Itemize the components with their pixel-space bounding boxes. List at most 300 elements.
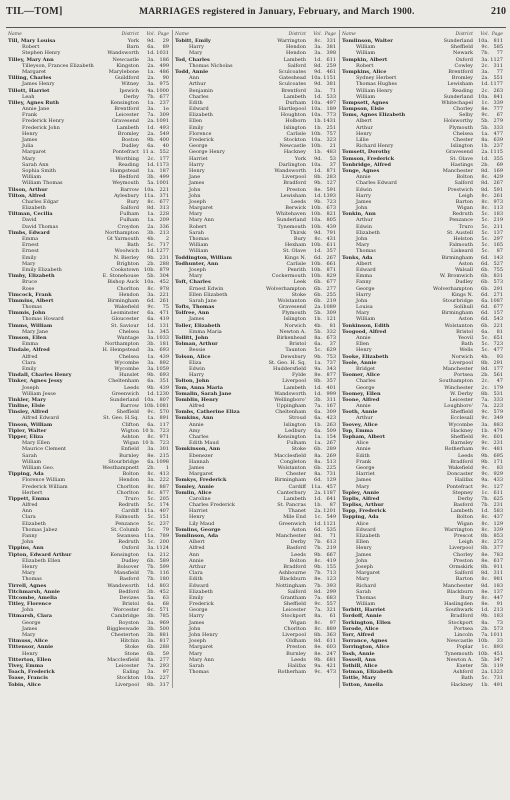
column-head-name: Name <box>8 31 22 37</box>
entry-page: 47 <box>496 378 503 385</box>
entry-volume: 8c. <box>481 539 489 546</box>
entry-district: Newton A. <box>279 328 306 335</box>
entry-name: Topham, Albert <box>342 434 386 440</box>
entry-volume: 8c. <box>147 198 155 205</box>
entry-district: Macclesfield <box>274 452 306 459</box>
entry-name: Topliss, Arthur <box>342 502 384 509</box>
entry-volume: 8c. <box>314 38 322 44</box>
entry-name: Titley, Florence <box>8 601 52 608</box>
entry-district: Barrow <box>120 186 139 193</box>
entry-page: 641 <box>326 495 336 502</box>
entry-page: 219 <box>326 297 336 304</box>
entry-name: Stephen Henry <box>22 50 61 57</box>
entry-district: Brighton <box>116 260 139 267</box>
entry-district: Hackney <box>450 681 473 688</box>
entry-page: 225 <box>326 464 336 471</box>
entry-district: Penrith <box>287 266 306 273</box>
entry-volume: 7b. <box>314 570 322 577</box>
entry-page: 213 <box>159 229 169 236</box>
entry-volume: 10b. <box>310 273 322 280</box>
entry-district: Leeds <box>290 656 306 663</box>
entry-volume: 3a. <box>314 87 322 94</box>
entry-name: Tonbridge, Alfred <box>342 161 392 168</box>
entry-name: Tippett, Emma <box>8 495 50 502</box>
entry-page: 477 <box>493 130 503 137</box>
entry-volume: 7b. <box>147 93 155 100</box>
entry-list <box>6 38 171 688</box>
entry-district: Chorlton <box>116 483 139 490</box>
entry-district: Greenwich <box>111 390 139 397</box>
entry-volume: 1d. <box>314 520 322 527</box>
entry-page: 61 <box>329 613 336 620</box>
entry-volume: 10a. <box>478 93 489 100</box>
entry-page: 151 <box>159 514 169 521</box>
entry-page: 209 <box>159 217 169 224</box>
entry-volume: 9a. <box>314 662 322 669</box>
entry-page: 473 <box>326 669 336 676</box>
entry-district: Stone <box>124 650 139 657</box>
entry-name: Florence William <box>22 477 66 484</box>
entry-district: Selby <box>458 112 473 119</box>
entry-volume: 9b. <box>481 452 489 459</box>
entry-name: Richard <box>356 582 376 589</box>
entry-page: 969 <box>159 619 169 626</box>
entry-name: James <box>356 198 372 205</box>
entry-page: 999 <box>326 390 336 397</box>
entry-volume: 1a. <box>147 167 155 174</box>
entry-district: Portsea <box>453 372 473 379</box>
entry-district: Croydon <box>117 223 139 230</box>
entry-district: Dewsbury <box>280 353 306 360</box>
entry-district: Hampstead <box>110 167 139 174</box>
entry-volume: 2a. <box>147 223 155 230</box>
entry-name: Ann <box>189 75 200 82</box>
entry-volume: 7a. <box>147 662 155 669</box>
entry-page: 883 <box>493 421 503 428</box>
entry-page: 481 <box>493 446 503 453</box>
entry-page: 892 <box>159 359 169 366</box>
entry-volume: 1a. <box>147 217 155 224</box>
entry-volume: 8c. <box>147 471 155 478</box>
entry-page: 186 <box>159 56 169 63</box>
entry-volume: 2a. <box>481 75 489 82</box>
entry-volume: 3a. <box>147 619 155 626</box>
column-head-page: Page <box>324 31 336 37</box>
entry-page: 251 <box>326 124 336 131</box>
entry-page: 893 <box>493 644 503 651</box>
entry-page: 263 <box>493 87 503 94</box>
entry-volume: 7b. <box>314 539 322 546</box>
entry-page: 157 <box>493 310 503 317</box>
entry-volume: 3a. <box>481 421 489 428</box>
entry-volume: 10b. <box>310 260 322 267</box>
entry-page: 97 <box>329 619 336 626</box>
entry-volume: 10b. <box>310 205 322 212</box>
entry-district: Whitechapel <box>441 99 473 106</box>
entry-volume: 8c. <box>481 526 489 533</box>
entry-name: Timmins, Albert <box>8 297 54 304</box>
entry-volume: 5c. <box>481 229 489 236</box>
entry-district: Lewisham <box>280 192 306 199</box>
entry-volume: 1a. <box>147 415 155 422</box>
entry-volume: 7b. <box>314 545 322 552</box>
entry-district: Kensington <box>110 99 139 106</box>
entry-volume: 3a. <box>314 50 322 57</box>
entry-name: Tompkin, Albert <box>342 56 388 63</box>
entry-volume: 1d. <box>481 607 489 614</box>
entry-district: Cheltenham <box>108 378 139 385</box>
entry-district: Basford <box>453 502 473 509</box>
entry-page: 336 <box>159 223 169 230</box>
entry-page: 452 <box>159 279 169 286</box>
entry-volume: 10b. <box>310 130 322 137</box>
entry-volume: 10b. <box>310 211 322 218</box>
entry-page: 783 <box>493 551 503 558</box>
entry-district: Oxford <box>455 56 473 63</box>
entry-page: 189 <box>326 106 336 113</box>
entry-name: Tofts, Thomas <box>175 304 215 311</box>
entry-volume: 3b. <box>147 174 155 181</box>
entry-district: Sheffield <box>450 434 473 440</box>
entry-name: George <box>356 285 375 292</box>
entry-page: 267 <box>326 440 336 447</box>
entry-volume: 6b. <box>314 446 322 453</box>
entry-district: Yeovil <box>458 335 473 341</box>
entry-name: Tillott, Harriet <box>8 87 50 94</box>
entry-name: Elizabeth <box>22 205 46 212</box>
entry-name: Ellen <box>356 539 370 546</box>
entry-volume: 1d. <box>314 93 322 100</box>
entry-name: John <box>189 625 201 632</box>
entry-name: Mary <box>189 50 203 57</box>
entry-volume: 1d. <box>314 495 322 502</box>
entry-volume: 10a. <box>311 217 322 224</box>
entry-district: Guildford <box>114 75 139 82</box>
entry-volume: 8e. <box>314 372 322 379</box>
entry-volume: 1d. <box>147 124 155 131</box>
entry-district: Fulham <box>286 440 306 447</box>
entry-page: 167 <box>326 403 336 410</box>
entry-volume: 3a. <box>147 291 155 298</box>
entry-district: Haslingden <box>444 601 473 608</box>
entry-district: Newark <box>452 50 473 57</box>
entry-volume: 5c. <box>481 242 489 249</box>
entry-district: Basford <box>119 576 139 583</box>
entry-page: 479 <box>493 427 503 434</box>
entry-district: St. Saviour <box>110 322 139 329</box>
entry-volume: 10a. <box>478 38 489 44</box>
entry-volume: 8e. <box>314 650 322 657</box>
entry-volume: 9c. <box>481 483 489 490</box>
entry-name: Tompsett, Agnes <box>342 99 389 106</box>
entry-district: Walsall <box>454 266 473 273</box>
entry-volume: 1a. <box>147 99 155 106</box>
entry-district: Leeds <box>290 198 306 205</box>
column-head-page: Page <box>157 31 169 37</box>
entry-volume: 8e. <box>481 106 489 113</box>
entry-name: Ellen <box>356 341 370 348</box>
entry-district: Leicester <box>449 396 473 403</box>
entry-name: John <box>189 192 201 199</box>
entry-district: Leeds <box>290 551 306 558</box>
entry-name: Emma <box>356 273 373 280</box>
entry-name: Tod, Charles <box>175 56 210 63</box>
entry-page: 611 <box>326 242 336 249</box>
entry-page: 571 <box>159 607 169 614</box>
entry-volume: 1a. <box>314 434 322 440</box>
entry-name: Henry <box>189 167 205 174</box>
entry-name: Clara <box>189 570 203 577</box>
entry-name: Annie <box>189 421 204 428</box>
entry-district: St. Geo. H.Sq. <box>103 415 139 422</box>
entry-page: 613 <box>326 539 336 546</box>
entry-volume: 8e. <box>314 576 322 583</box>
entry-district: Oldham <box>286 638 306 645</box>
entry-volume: 10a. <box>144 186 155 193</box>
entry-district: Wigan <box>456 520 473 527</box>
entry-volume: 2a. <box>314 508 322 515</box>
entry-volume: 8b. <box>481 390 489 397</box>
entry-name: Todhunter, Ann <box>175 260 219 267</box>
entry-volume: 8d. <box>314 533 322 539</box>
entry-district: Gateshead <box>279 75 306 82</box>
entry-district: Witney <box>121 81 139 88</box>
entry-page: 231 <box>493 440 503 447</box>
entry-district: Cheltenham <box>275 409 306 416</box>
entry-volume: 5c. <box>481 236 489 242</box>
entry-volume: 9d. <box>147 38 155 44</box>
entry-name: Mary <box>189 273 203 280</box>
entry-name: James Henry <box>22 81 55 88</box>
entry-page: 79 <box>162 526 169 533</box>
entry-name: Joseph <box>356 563 373 570</box>
entry-district: Bromley <box>451 75 473 82</box>
entry-volume: 7b. <box>147 576 155 583</box>
entry-volume: 3b. <box>147 229 155 236</box>
entry-volume: 3a. <box>147 335 155 341</box>
entry-page: 271 <box>493 291 503 298</box>
entry-volume: 8e. <box>314 186 322 193</box>
entry-district: Ecclesall <box>450 415 473 422</box>
entry-page: 311 <box>493 62 503 69</box>
entry-name: Albert <box>356 260 372 267</box>
entry-name: Tilton, Alfred <box>8 192 46 199</box>
entry-volume: 2a. <box>481 149 489 156</box>
entry-name: Tirrell, Agnes <box>8 582 47 589</box>
entry-volume: 2c. <box>481 87 489 94</box>
entry-name: Tinker, Agnes Jessy <box>8 378 63 385</box>
entry-page: 1323 <box>490 669 503 676</box>
entry-page: 413 <box>159 471 169 478</box>
entry-volume: 8a. <box>314 471 322 478</box>
entry-volume: 7a. <box>314 607 322 614</box>
entry-district: Wolstanton <box>277 297 306 304</box>
entry-volume: 1a. <box>314 359 322 366</box>
entry-volume: 2a. <box>147 118 155 125</box>
entry-name: Tinline, Elsie <box>8 403 45 410</box>
entry-name: Joseph <box>22 384 39 391</box>
entry-page: 677 <box>159 93 169 100</box>
entry-district: Stockport <box>281 613 306 620</box>
entry-name: Alfred Edward <box>22 415 59 422</box>
entry-volume: 4b. <box>147 236 155 242</box>
entry-name: Tombs, Catherine Eliza <box>175 409 240 416</box>
entry-volume: 7a. <box>481 396 489 403</box>
entry-volume: 6a. <box>147 143 155 150</box>
entry-volume: 1d. <box>314 248 322 255</box>
entry-page: 183 <box>493 582 503 589</box>
entry-district: Chorlton <box>116 285 139 292</box>
entry-list <box>173 38 338 675</box>
entry-volume: 8e. <box>481 557 489 564</box>
entry-district: Rotherham <box>444 446 473 453</box>
entry-district: Lambeth <box>283 384 306 391</box>
entry-district: St. Pancras <box>277 502 306 509</box>
entry-district: Birmingham <box>441 254 473 261</box>
column-head-name: Name <box>342 31 356 37</box>
entry-district: Stourbridge <box>108 458 139 465</box>
entry-volume: 5c. <box>147 495 155 502</box>
entry-district: Southampton <box>438 378 473 385</box>
entry-name: William <box>189 242 209 249</box>
entry-volume: 1c. <box>481 644 489 651</box>
entry-name: Annie Jane <box>22 106 50 113</box>
entry-page: 309 <box>326 310 336 317</box>
entry-page: 499 <box>159 174 169 181</box>
entry-volume: 9b. <box>314 198 322 205</box>
entry-page: 73 <box>496 619 503 626</box>
entry-name: Tonks, Ada <box>342 254 373 261</box>
entry-page: 2 <box>165 236 169 242</box>
entry-volume: 5b. <box>481 118 489 125</box>
entry-volume: 5c. <box>314 347 322 354</box>
entry-name: Edwin <box>356 223 372 230</box>
entry-page: 552 <box>159 149 169 156</box>
entry-district: Pontefract <box>446 483 473 490</box>
entry-name: Timmis, John <box>8 310 46 317</box>
entry-district: Leeds <box>123 384 139 391</box>
entry-page: 713 <box>326 570 336 577</box>
entry-district: Halifax <box>454 477 473 484</box>
entry-district: Wandsworth <box>107 582 139 589</box>
entry-district: Norwich <box>284 322 306 329</box>
entry-district: Wolverhampton <box>266 285 306 292</box>
entry-name: Ann <box>22 508 33 515</box>
entry-district: Hackney <box>283 149 306 156</box>
entry-district: Stoke <box>124 644 139 651</box>
entry-page: 279 <box>493 118 503 125</box>
entry-page: 91 <box>496 601 503 608</box>
entry-name: Toach, Frederick <box>8 669 55 676</box>
entry-district: Sunderland <box>276 217 306 224</box>
entry-district: Bath <box>461 675 473 682</box>
entry-district: Bedford <box>118 588 139 595</box>
entry-page: 90 <box>162 75 169 82</box>
entry-name: Ernest <box>22 248 39 255</box>
entry-district: Stockton <box>116 675 139 682</box>
entry-name: Jane <box>189 174 201 181</box>
entry-district: Congleton <box>279 458 306 465</box>
entry-name: Top, Emma <box>342 427 374 434</box>
entry-volume: 11 a. <box>142 149 155 156</box>
entry-volume: 6d. <box>314 254 322 261</box>
entry-district: Sheffield <box>450 44 473 51</box>
entry-page: 93 <box>496 353 503 360</box>
entry-page: 757 <box>326 130 336 137</box>
entry-volume: 1a. <box>481 130 489 137</box>
entry-volume: 2a. <box>481 669 489 676</box>
entry-name: David <box>22 217 37 224</box>
entry-volume: 2a. <box>147 75 155 82</box>
entry-name: Frederick <box>189 601 214 608</box>
entry-volume: 7b. <box>147 563 155 570</box>
entry-page: 123 <box>326 576 336 583</box>
entry-page: 407 <box>159 508 169 515</box>
entry-name: William Henry <box>356 87 393 94</box>
entry-district: Tynemouth <box>444 650 473 657</box>
entry-page: 183 <box>493 613 503 620</box>
entry-district: York <box>294 155 306 162</box>
entry-name: Ann <box>189 551 200 558</box>
entry-volume: 8d. <box>314 588 322 595</box>
entry-name: Titcombe, Amelia <box>8 594 58 601</box>
entry-page: 573 <box>493 625 503 632</box>
entry-name: Richard Henry <box>356 143 394 150</box>
entry-district: Bolton <box>289 557 306 564</box>
entry-district: Dudley <box>121 143 139 150</box>
entry-volume: 9b. <box>314 180 322 187</box>
entry-name: John <box>356 297 368 304</box>
entry-page: 419 <box>159 316 169 323</box>
entry-district: Leominster <box>110 310 139 317</box>
entry-district: Lambeth <box>283 93 306 100</box>
entry-volume: 9b. <box>147 137 155 143</box>
entry-name: Rose <box>22 285 35 292</box>
column-head-vol: Vol. <box>146 31 155 37</box>
entry-name: Tipton, Edward Arthur <box>8 551 72 558</box>
entry-district: Reading <box>452 87 473 94</box>
entry-name: Annie <box>356 335 371 341</box>
entry-district: Wigan <box>456 205 473 212</box>
entry-page: 261 <box>493 192 503 199</box>
entry-page: 398 <box>326 50 336 57</box>
entry-district: Cardiff <box>121 508 139 515</box>
entry-volume: 7b. <box>147 570 155 577</box>
entry-page: 591 <box>493 186 503 193</box>
entry-page: 585 <box>493 44 503 51</box>
entry-volume: 1d. <box>147 50 155 57</box>
entry-volume: 10a. <box>311 137 322 143</box>
entry-district: Dudley <box>455 279 473 286</box>
entry-volume: 5c. <box>481 211 489 218</box>
entry-page: 261 <box>159 297 169 304</box>
entry-volume: 6a. <box>147 458 155 465</box>
entry-page: 1011 <box>490 632 503 638</box>
entry-page: 599 <box>159 563 169 570</box>
entry-page: 205 <box>159 495 169 502</box>
entry-page: 451 <box>493 650 503 657</box>
entry-district: Barnsley <box>450 440 473 447</box>
entry-page: 301 <box>159 446 169 453</box>
entry-volume: 10b. <box>143 403 155 410</box>
entry-name: Elizabeth <box>189 112 213 119</box>
entry-volume: 9c. <box>481 440 489 447</box>
entry-name: Henry <box>22 130 38 137</box>
entry-district: Kingston <box>116 62 139 69</box>
register-entry <box>173 669 338 675</box>
entry-page: 400 <box>159 137 169 143</box>
entry-district: Stockport <box>448 619 473 626</box>
